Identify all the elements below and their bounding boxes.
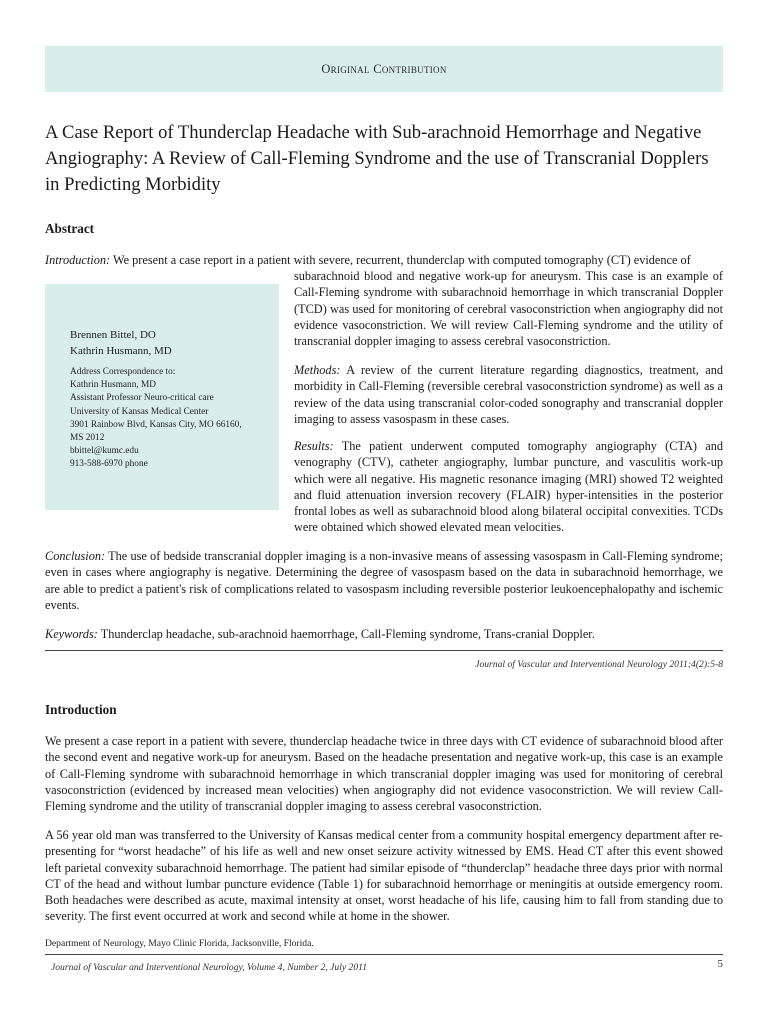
results-label: Results: [294, 439, 334, 453]
correspondence-email: bbittel@kumc.edu [70, 446, 139, 457]
introduction-paragraph: A 56 year old man was transferred to the University of Kansas medical center from a community hospital emergency department after re-presenting for “worst headache” of his life as well and new onset seizure activity witnessed by EMS. Head CT after this event showed left parietal convexity subarachnoid hemorrhage. The patient had similar episode of “thunderclap” headache three days prior with normal CT of the head and without lumbar puncture evidence (Table 1) for subarachnoid hemorrhage or meningitis at outside emergency room. Both headaches were described as acute, maximal intensity at onset, worst headache of his life, causing him to fall from standing due to severity. The first event occurred at work and second while at home in the shower. [45, 828, 723, 924]
introduction-paragraph: We present a case report in a patient with severe, thunderclap headache twice in three days with CT evidence of subarachnoid blood after the second event and negative work-up for aneurysm. Based on the headache presentation and negative work-up, this case is an example of Call-Fleming syndrome with subarachnoid hemorrhage in which transcranial doppler imaging was used for monitoring of cerebral vasoconstriction (evidenced by increased mean velocities) when angiography did not evidence vasoconstriction. We will review Call-Fleming syndrome and the utility of transcranial doppler imaging to assess cerebral vasoconstriction. [45, 734, 723, 814]
intro-label: Introduction: [45, 253, 111, 267]
abstract-conclusion [45, 548, 723, 613]
correspondence-line: Kathrin Husmann, MD [70, 380, 156, 391]
correspondence-address [70, 366, 275, 472]
article-title: A Case Report of Thunderclap Headache with Sub-arachnoid Hemorrhage and Negative Angiography: A Review of Call-Fleming Syndrome and the use of Transcranial Dopplers in Predicting Morbidity [45, 122, 709, 195]
author-name: Brennen Bittel, DO [70, 329, 156, 341]
author-name: Kathrin Husmann, MD [70, 345, 172, 357]
page-number: 5 [717, 958, 723, 970]
abstract-intro-first-line [45, 252, 723, 268]
conclusion-label: Conclusion: [45, 549, 106, 563]
author-list [70, 327, 172, 359]
correspondence-line: Address Correspondence to: [70, 367, 176, 377]
methods-text: A review of the current literature regarding diagnostics, treatment, and morbidity in Call-Fleming (reversible cerebral vasoconstriction syndrome) as well as a review of the data using transcranial color-coded sonography and transcranial doppler imaging to assess vasospasm in these cases. [294, 363, 723, 426]
results-text: The patient underwent computed tomography angiography (CTA) and venography (CTV), catheter angiography, lumbar puncture, and vasculitis work-up which were all negative. His magnetic resonance imaging (MRI) showed T2 weighted and fluid attenuation inversion recovery (FLAIR) hyper-intensities in the posterior frontal lobes as well as subarachnoid blood along bilateral occipital convexities. TCDs were obtained which showed elevated mean velocities. [294, 439, 724, 535]
introduction-heading: Introduction [45, 702, 117, 717]
footer-divider [45, 954, 723, 955]
abstract-methods [294, 362, 723, 427]
correspondence-line: MS 2012 [70, 433, 105, 444]
intro-text-first: We present a case report in a patient with severe, recurrent, thunderclap with computed tomography (CT) evidence of [112, 253, 691, 267]
abstract-heading: Abstract [45, 221, 95, 236]
correspondence-line: University of Kansas Medical Center [70, 406, 209, 417]
correspondence-line: Assistant Professor Neuro-critical care [70, 393, 214, 404]
correspondence-line: 3901 Rainbow Blvd, Kansas City, MO 66160, [70, 419, 242, 430]
keywords-label: Keywords: [45, 627, 98, 641]
methods-label: Methods: [294, 363, 341, 377]
conclusion-text: The use of bedside transcranial doppler imaging is a non-invasive means of assessing vasospasm in Call-Fleming syndrome; even in cases where angiography is negative. Determining the degree of vasospasm based on the data in subarachnoid hemorrhage, we are able to predict a patient's risk of complications related to vasospasm including reversible posterior leukoencephalopathy and ischemic events. [45, 549, 724, 612]
divider [45, 650, 723, 651]
section-banner [45, 46, 723, 92]
correspondence-phone: 913-588-6970 phone [70, 459, 148, 470]
author-info-box [45, 284, 279, 510]
abstract-results [294, 438, 723, 536]
journal-citation: Journal of Vascular and Interventional Neurology 2011;4(2):5-8 [475, 659, 723, 670]
abstract-intro-continued: subarachnoid blood and negative work-up for aneurysm. This case is an example of Call-Fleming syndrome with subarachnoid hemorrhage in which transcranial Doppler (TCD) was used for monitoring of cerebral vasoconstriction when angiography did not evidence vasoconstriction. We will review Call-Fleming syndrome and the utility of transcranial doppler imaging to assess cerebral vasoconstriction. [294, 269, 723, 349]
keywords-text: Thunderclap headache, sub-arachnoid haemorrhage, Call-Fleming syndrome, Trans-cranial Doppler. [100, 627, 595, 641]
keywords [45, 626, 723, 642]
affiliation-note: Department of Neurology, Mayo Clinic Florida, Jacksonville, Florida. [45, 938, 314, 949]
footer-journal-info: Journal of Vascular and Interventional Neurology, Volume 4, Number 2, July 2011 [51, 962, 368, 973]
section-label: Original Contribution [321, 61, 447, 76]
